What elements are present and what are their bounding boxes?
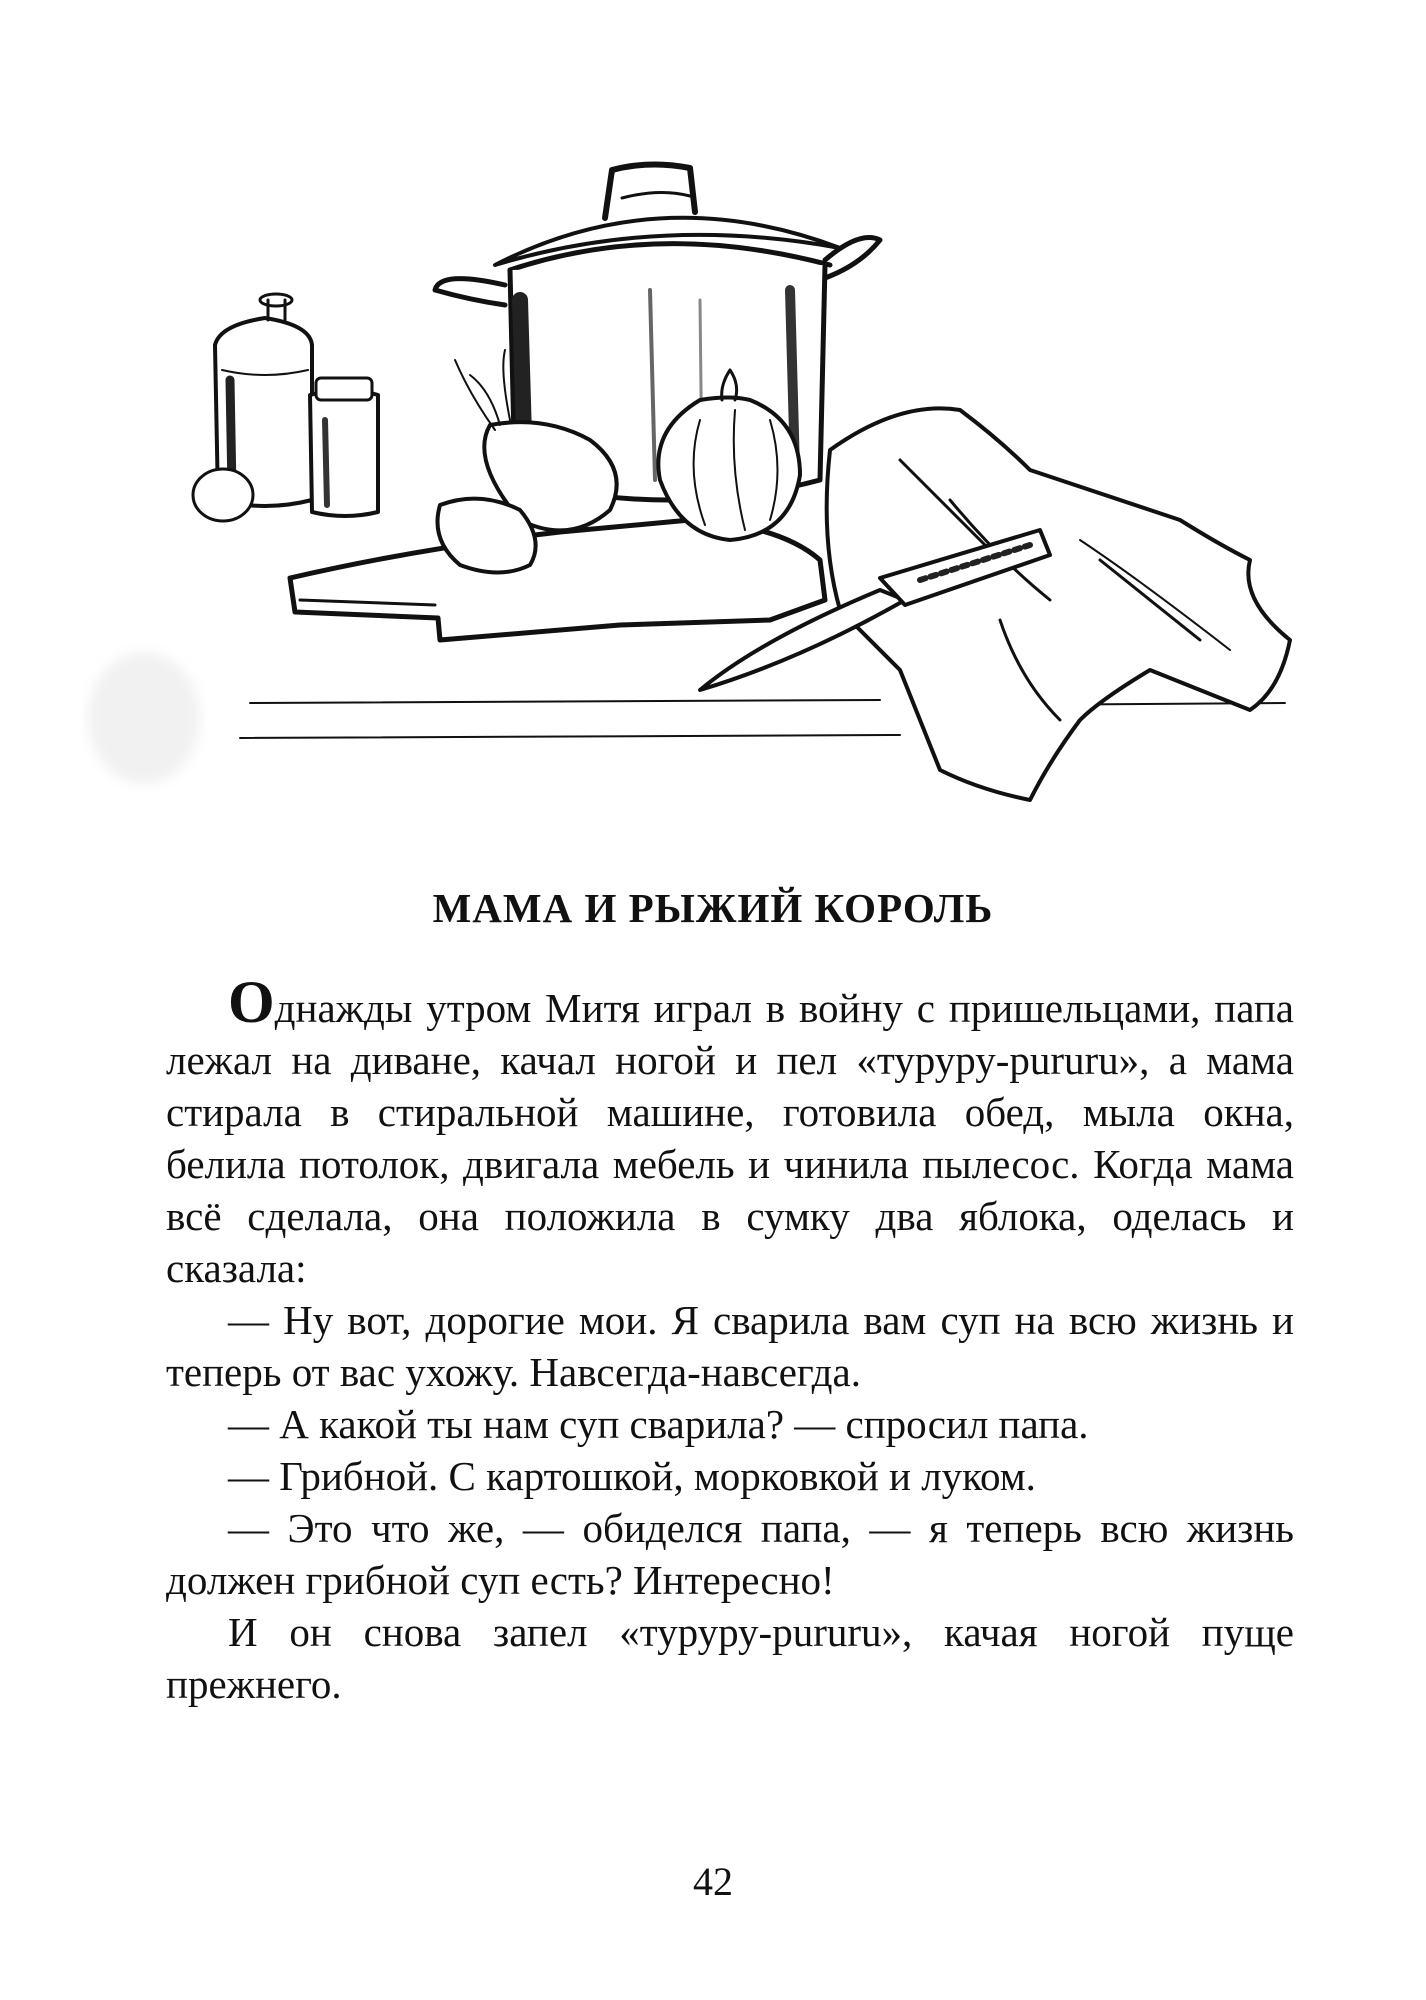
closing-paragraph: И он снова запел «туруру-рururu», качая ногой пуще прежнего. [166, 1609, 1294, 1707]
story-text [166, 969, 1294, 1710]
dialogue-line: — А какой ты нам суп сварила? — спросил папа. [228, 1401, 1089, 1447]
dialogue-line: — Грибной. С картошкой, морковкой и луком. [228, 1453, 1036, 1499]
opening-paragraph-text: днажды утром Митя играл в войну с пришельцами, папа лежал на диване, качал ногой и пел «туруру-рururu», а мама стирала в стиральной машине, готовила обед, мыла окна, белила потолок, двигала мебель и чинила пылесос. Когда мама всё сделала, она положила в сумку два яблока, оделась и сказала: [166, 985, 1294, 1291]
dialogue-line: — Это что же, — обиделся папа, — я теперь всю жизнь должен грибной суп есть? Интересно! [166, 1505, 1294, 1603]
story-title: МАМА И РЫЖИЙ КОРОЛЬ [432, 885, 994, 931]
kitchen-still-life-illustration [0, 0, 1426, 830]
opening-paragraph [166, 969, 1294, 1294]
page-number: 42 [693, 1859, 733, 1904]
dialogue-line: — Ну вот, дорогие мои. Я сварила вам суп на всю жизнь и теперь от вас ухожу. Навсегда-навсегда. [166, 1297, 1294, 1395]
drop-cap: О [228, 969, 275, 1035]
